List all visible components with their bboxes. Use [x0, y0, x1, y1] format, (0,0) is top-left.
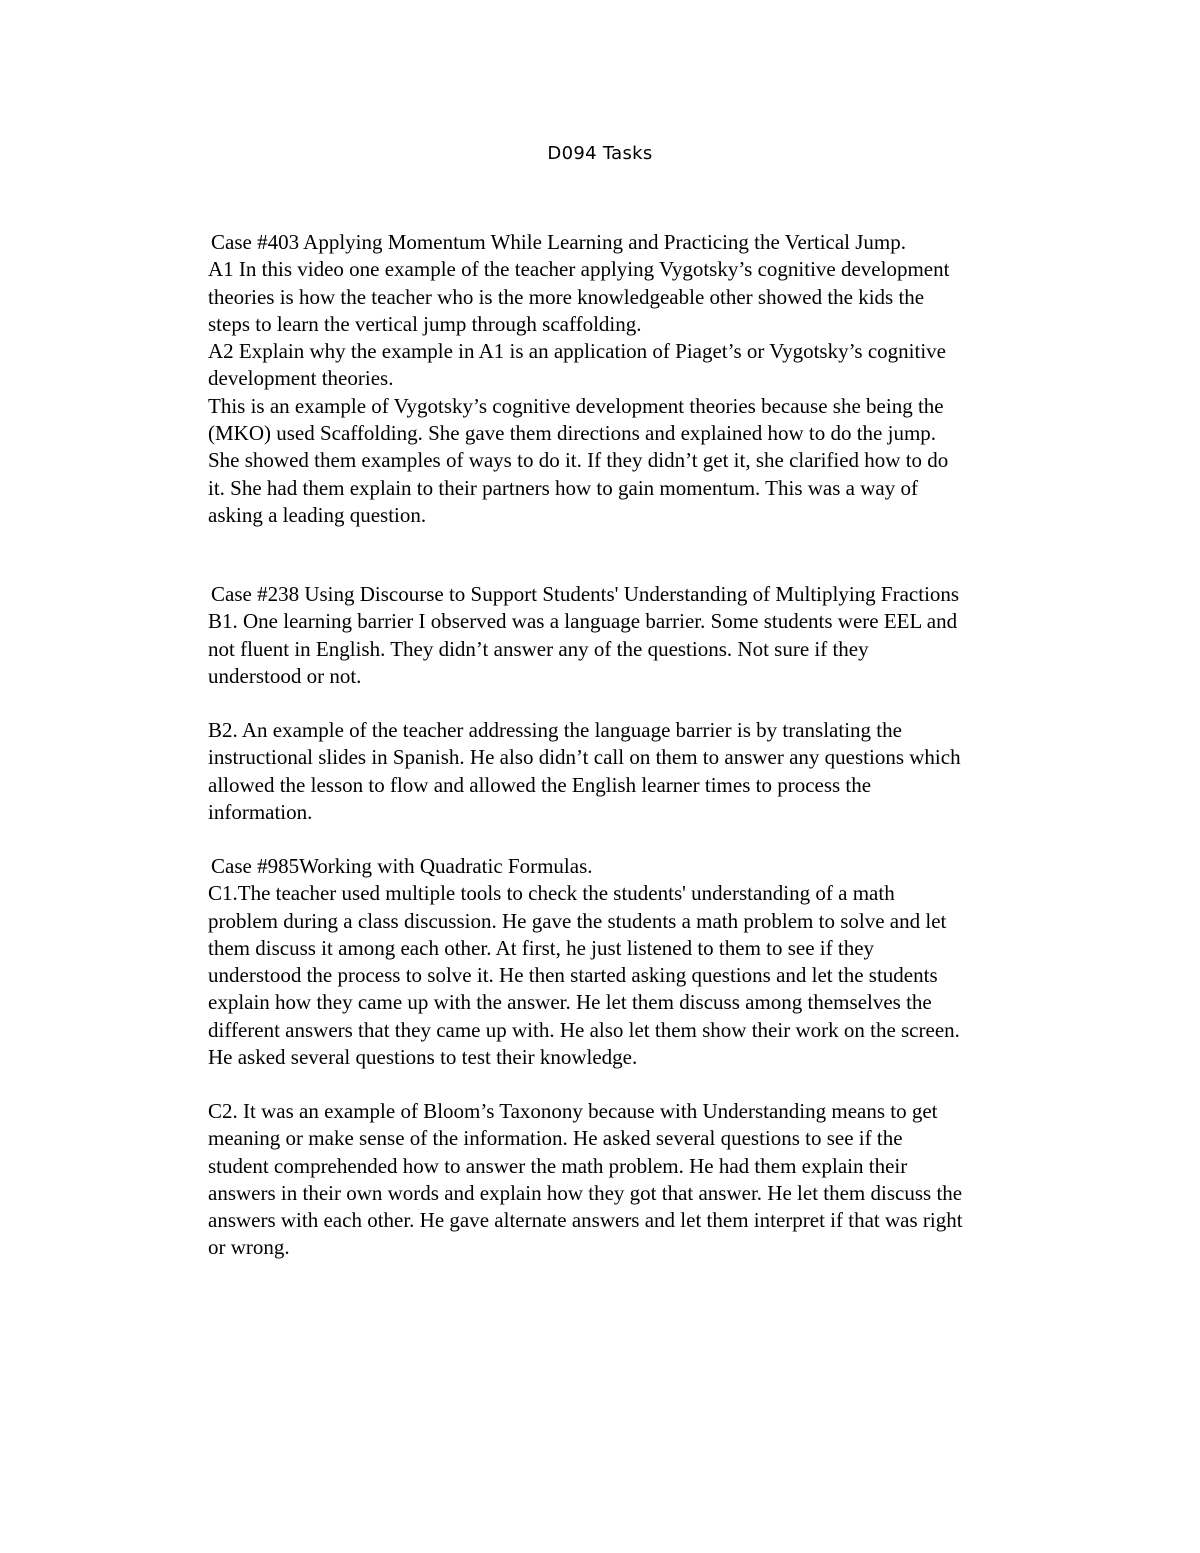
paragraph-line: B2. An example of the teacher addressing the language barrier is by translating the	[208, 718, 902, 742]
paragraph-line: different answers that they came up with. He also let them show their work on the screen.	[208, 1017, 960, 1042]
paragraph-line: explain how they came up with the answer. He let them discuss among themselves the	[208, 990, 932, 1015]
paragraph-line: allowed the lesson to flow and allowed the English learner times to process the	[208, 772, 872, 797]
paragraph-line: C1.The teacher used multiple tools to check the students' understanding of a math	[208, 881, 895, 906]
document-title: D094 Tasks	[547, 143, 653, 164]
case-985-heading: Case #985Working with Quadratic Formulas.	[211, 854, 593, 878]
paragraph-line: understood or not.	[208, 663, 362, 688]
paragraph-line: (MKO) used Scaffolding. She gave them directions and explained how to do the jump.	[208, 421, 937, 446]
case-403-section	[208, 229, 1078, 529]
paragraph-line: problem during a class discussion. He gave the students a math problem to solve and let	[208, 908, 947, 933]
paragraph-line: A1 In this video one example of the teacher applying Vygotsky’s cognitive development	[208, 257, 950, 282]
case-238-heading: Case #238 Using Discourse to Support Students' Understanding of Multiplying Fractions	[211, 582, 960, 606]
paragraph-line: answers with each other. He gave alternate answers and let them interpret if that was right	[208, 1208, 963, 1233]
paragraph-line: She showed them examples of ways to do it. If they didn’t get it, she clarified how to do	[208, 448, 949, 473]
paragraph-line: instructional slides in Spanish. He also didn’t call on them to answer any questions which	[208, 745, 961, 770]
c2-paragraph	[208, 1098, 1078, 1262]
paragraph-line: theories is how the teacher who is the more knowledgeable other showed the kids the	[208, 284, 925, 309]
paragraph-line: He asked several questions to test their knowledge.	[208, 1045, 638, 1070]
paragraph-line: it. She had them explain to their partners how to gain momentum. This was a way of	[208, 475, 918, 500]
paragraph-line: understood the process to solve it. He then started asking questions and let the students	[208, 963, 938, 988]
case-238-section	[208, 581, 1078, 690]
paragraph-line: meaning or make sense of the information. He asked several questions to see if the	[208, 1126, 903, 1151]
case-403-heading: Case #403 Applying Momentum While Learning and Practicing the Vertical Jump.	[211, 230, 907, 254]
paragraph-line: development theories.	[208, 366, 394, 391]
case-985-section	[208, 853, 1078, 1071]
paragraph-line: steps to learn the vertical jump through scaffolding.	[208, 311, 642, 336]
paragraph-line: not fluent in English. They didn’t answer any of the questions. Not sure if they	[208, 636, 869, 661]
paragraph-line: student comprehended how to answer the math problem. He had them explain their	[208, 1153, 908, 1178]
paragraph-line: them discuss it among each other. At first, he just listened to them to see if they	[208, 935, 875, 960]
paragraph-line: This is an example of Vygotsky’s cognitive development theories because she being the	[208, 393, 944, 418]
paragraph-line: information.	[208, 799, 313, 824]
paragraph-line: asking a leading question.	[208, 502, 427, 527]
paragraph-line: A2 Explain why the example in A1 is an application of Piaget’s or Vygotsky’s cognitive	[208, 339, 947, 364]
paragraph-line: answers in their own words and explain how they got that answer. He let them discuss the	[208, 1180, 963, 1205]
paragraph-line: C2. It was an example of Bloom’s Taxonony because with Understanding means to get	[208, 1099, 938, 1123]
paragraph-line: B1. One learning barrier I observed was a language barrier. Some students were EEL and	[208, 609, 958, 634]
b2-paragraph	[208, 717, 1078, 826]
paragraph-line: or wrong.	[208, 1235, 290, 1260]
